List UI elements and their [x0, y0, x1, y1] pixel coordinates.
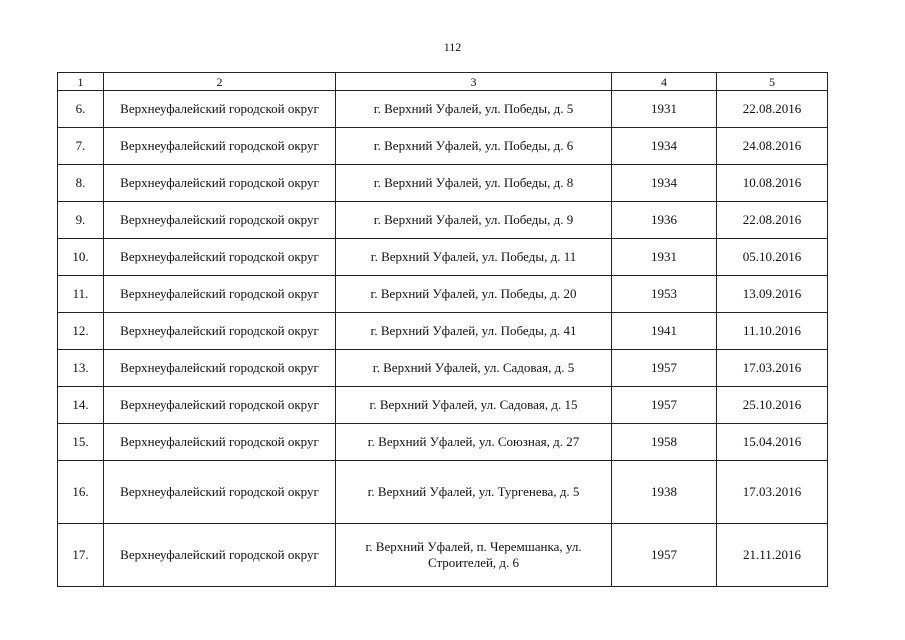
- column-header-5: 5: [717, 73, 828, 91]
- year-cell: 1938: [612, 461, 717, 524]
- registry-table: [57, 72, 828, 587]
- year-cell: 1934: [612, 165, 717, 202]
- address-cell: г. Верхний Уфалей, ул. Победы, д. 8: [336, 165, 612, 202]
- year-cell: 1953: [612, 276, 717, 313]
- district-cell: Верхнеуфалейский городской округ: [104, 128, 336, 165]
- date-cell: 17.03.2016: [717, 350, 828, 387]
- district-cell: Верхнеуфалейский городской округ: [104, 91, 336, 128]
- table-row: [58, 461, 828, 524]
- year-cell: 1941: [612, 313, 717, 350]
- column-header-1: 1: [58, 73, 104, 91]
- row-number-cell: 10.: [58, 239, 104, 276]
- column-header-2: 2: [104, 73, 336, 91]
- district-cell: Верхнеуфалейский городской округ: [104, 424, 336, 461]
- year-cell: 1958: [612, 424, 717, 461]
- table-row: [58, 387, 828, 424]
- district-cell: Верхнеуфалейский городской округ: [104, 202, 336, 239]
- address-cell: г. Верхний Уфалей, ул. Победы, д. 5: [336, 91, 612, 128]
- table-row: [58, 128, 828, 165]
- row-number-cell: 15.: [58, 424, 104, 461]
- table-row: [58, 313, 828, 350]
- district-cell: Верхнеуфалейский городской округ: [104, 239, 336, 276]
- address-cell: г. Верхний Уфалей, ул. Садовая, д. 15: [336, 387, 612, 424]
- row-number-cell: 14.: [58, 387, 104, 424]
- table-row: [58, 424, 828, 461]
- date-cell: 05.10.2016: [717, 239, 828, 276]
- row-number-cell: 13.: [58, 350, 104, 387]
- row-number-cell: 9.: [58, 202, 104, 239]
- address-cell: г. Верхний Уфалей, ул. Тургенева, д. 5: [336, 461, 612, 524]
- date-cell: 25.10.2016: [717, 387, 828, 424]
- row-number-cell: 11.: [58, 276, 104, 313]
- row-number-cell: 6.: [58, 91, 104, 128]
- column-header-3: 3: [336, 73, 612, 91]
- date-cell: 13.09.2016: [717, 276, 828, 313]
- address-cell: г. Верхний Уфалей, ул. Садовая, д. 5: [336, 350, 612, 387]
- page-number: 112: [443, 40, 462, 54]
- district-cell: Верхнеуфалейский городской округ: [104, 276, 336, 313]
- table-row: [58, 276, 828, 313]
- district-cell: Верхнеуфалейский городской округ: [104, 350, 336, 387]
- address-cell: г. Верхний Уфалей, п. Черемшанка, ул. Строителей, д. 6: [336, 524, 612, 587]
- address-cell: г. Верхний Уфалей, ул. Победы, д. 41: [336, 313, 612, 350]
- row-number-cell: 7.: [58, 128, 104, 165]
- district-cell: Верхнеуфалейский городской округ: [104, 461, 336, 524]
- row-number-cell: 8.: [58, 165, 104, 202]
- address-cell: г. Верхний Уфалей, ул. Победы, д. 6: [336, 128, 612, 165]
- table-row: [58, 165, 828, 202]
- year-cell: 1936: [612, 202, 717, 239]
- row-number-cell: 16.: [58, 461, 104, 524]
- date-cell: 22.08.2016: [717, 91, 828, 128]
- table-row: [58, 202, 828, 239]
- address-cell: г. Верхний Уфалей, ул. Союзная, д. 27: [336, 424, 612, 461]
- district-cell: Верхнеуфалейский городской округ: [104, 313, 336, 350]
- address-cell: г. Верхний Уфалей, ул. Победы, д. 9: [336, 202, 612, 239]
- year-cell: 1957: [612, 387, 717, 424]
- date-cell: 15.04.2016: [717, 424, 828, 461]
- district-cell: Верхнеуфалейский городской округ: [104, 524, 336, 587]
- address-cell: г. Верхний Уфалей, ул. Победы, д. 20: [336, 276, 612, 313]
- date-cell: 10.08.2016: [717, 165, 828, 202]
- year-cell: 1957: [612, 350, 717, 387]
- header-row: [58, 73, 828, 91]
- year-cell: 1931: [612, 91, 717, 128]
- column-header-4: 4: [612, 73, 717, 91]
- address-cell: г. Верхний Уфалей, ул. Победы, д. 11: [336, 239, 612, 276]
- date-cell: 22.08.2016: [717, 202, 828, 239]
- date-cell: 11.10.2016: [717, 313, 828, 350]
- year-cell: 1931: [612, 239, 717, 276]
- date-cell: 21.11.2016: [717, 524, 828, 587]
- date-cell: 17.03.2016: [717, 461, 828, 524]
- row-number-cell: 12.: [58, 313, 104, 350]
- table-row: [58, 91, 828, 128]
- district-cell: Верхнеуфалейский городской округ: [104, 165, 336, 202]
- district-cell: Верхнеуфалейский городской округ: [104, 387, 336, 424]
- table-row: [58, 350, 828, 387]
- table-row: [58, 524, 828, 587]
- year-cell: 1934: [612, 128, 717, 165]
- year-cell: 1957: [612, 524, 717, 587]
- table-row: [58, 239, 828, 276]
- date-cell: 24.08.2016: [717, 128, 828, 165]
- row-number-cell: 17.: [58, 524, 104, 587]
